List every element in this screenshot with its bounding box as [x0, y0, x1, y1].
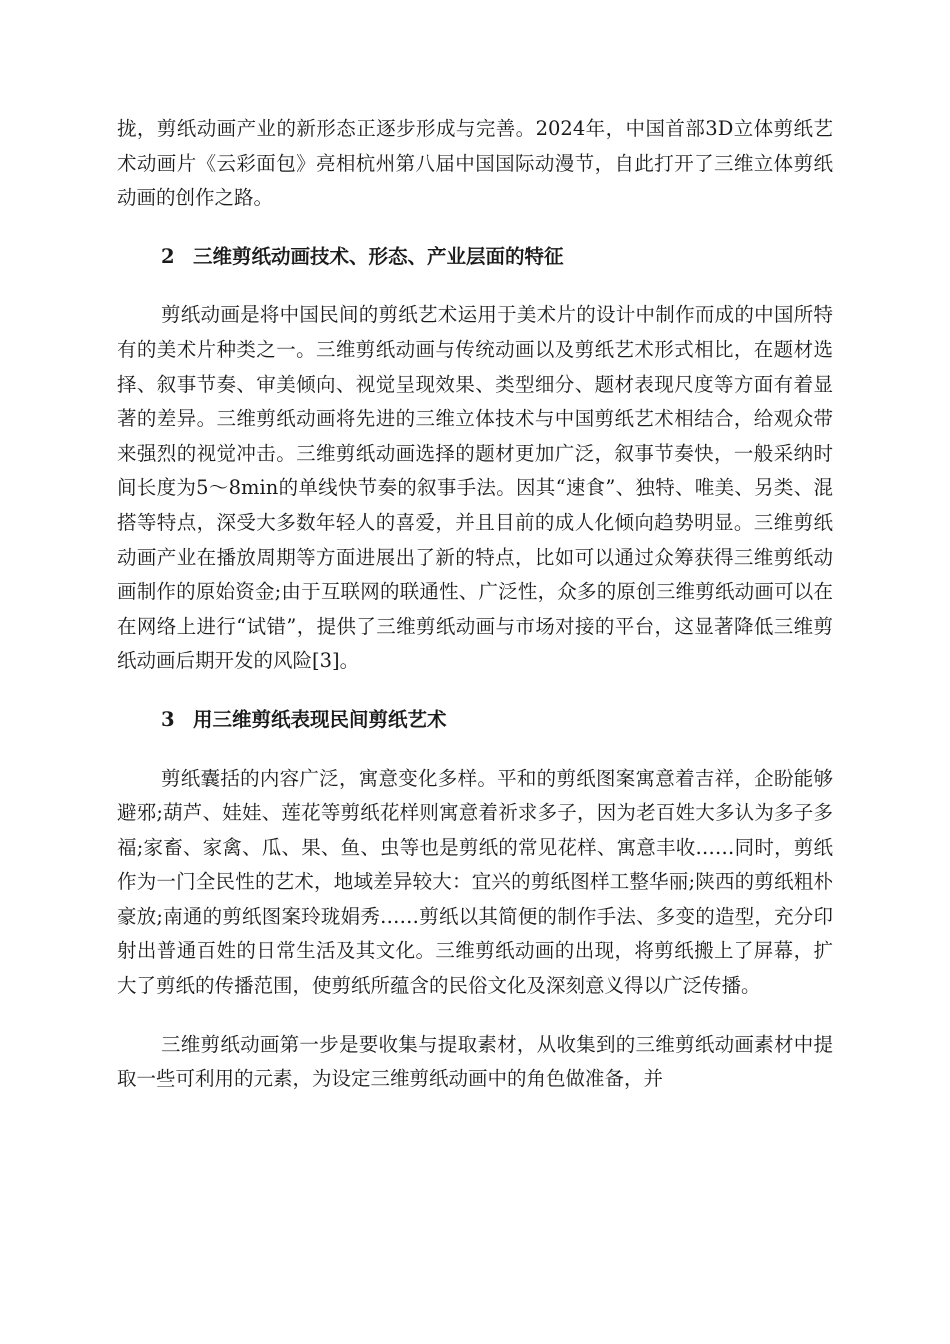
spacer — [117, 274, 833, 298]
spacer — [117, 738, 833, 762]
section-2-title: 三维剪纸动画技术、形态、产业层面的特征 — [193, 244, 564, 268]
spacer — [117, 1004, 833, 1028]
document-page — [117, 112, 833, 1097]
section-3-paragraph-1: 剪纸囊括的内容广泛，寓意变化多样。平和的剪纸图案寓意着吉祥，企盼能够避邪;葫芦、娃娃、莲花等剪纸花样则寓意着祈求多子，因为老百姓大多认为多子多福;家畜、家禽、瓜、果、鱼、虫等也是剪纸的常见花样、寓意丰收……同时，剪纸作为一门全民性的艺术，地域差异较大：宜兴的剪纸图样工整华丽;陕西的剪纸粗朴豪放;南通的剪纸图案玲珑娟秀……剪纸以其简便的制作手法、多变的造型，充分印射出普通百姓的日常生活及其文化。三维剪纸动画的出现，将剪纸搬上了屏幕，扩大了剪纸的传播范围，使剪纸所蕴含的民俗文化及深刻意义得以广泛传播。 — [117, 766, 833, 998]
section-3-heading — [117, 703, 833, 738]
spacer — [117, 216, 833, 240]
section-2-paragraph: 剪纸动画是将中国民间的剪纸艺术运用于美术片的设计中制作而成的中国所特有的美术片种类之一。三维剪纸动画与传统动画以及剪纸艺术形式相比，在题材选择、叙事节奏、审美倾向、视觉呈现效果、类型细分、题材表现尺度等方面有着显著的差异。三维剪纸动画将先进的三维立体技术与中国剪纸艺术相结合，给观众带来强烈的视觉冲击。三维剪纸动画选择的题材更加广泛，叙事节奏快，一般采纳时间长度为5～8min的单线快节奏的叙事手法。因其“速食”、独特、唯美、另类、混搭等特点，深受大多数年轻人的喜爱，并且目前的成人化倾向趋势明显。三维剪纸动画产业在播放周期等方面进展出了新的特点，比如可以通过众筹获得三维剪纸动画制作的原始资金;由于互联网的联通性、广泛性，众多的原创三维剪纸动画可以在在网络上进行“试错”，提供了三维剪纸动画与市场对接的平台，这显著降低三维剪纸动画后期开发的风险[3]。 — [117, 303, 833, 673]
section-2-heading — [117, 240, 833, 275]
section-2-number: 2 — [161, 244, 175, 268]
section-3-paragraph-2: 三维剪纸动画第一步是要收集与提取素材，从收集到的三维剪纸动画素材中提取一些可利用的元素，为设定三维剪纸动画中的角色做准备，并 — [117, 1032, 833, 1091]
spacer — [117, 679, 833, 703]
section-3-number: 3 — [161, 707, 175, 731]
section-3-title: 用三维剪纸表现民间剪纸艺术 — [193, 707, 447, 731]
paragraph-intro: 拢，剪纸动画产业的新形态正逐步形成与完善。2024年，中国首部3D立体剪纸艺术动画片《云彩面包》亮相杭州第八届中国国际动漫节，自此打开了三维立体剪纸动画的创作之路。 — [117, 117, 833, 210]
